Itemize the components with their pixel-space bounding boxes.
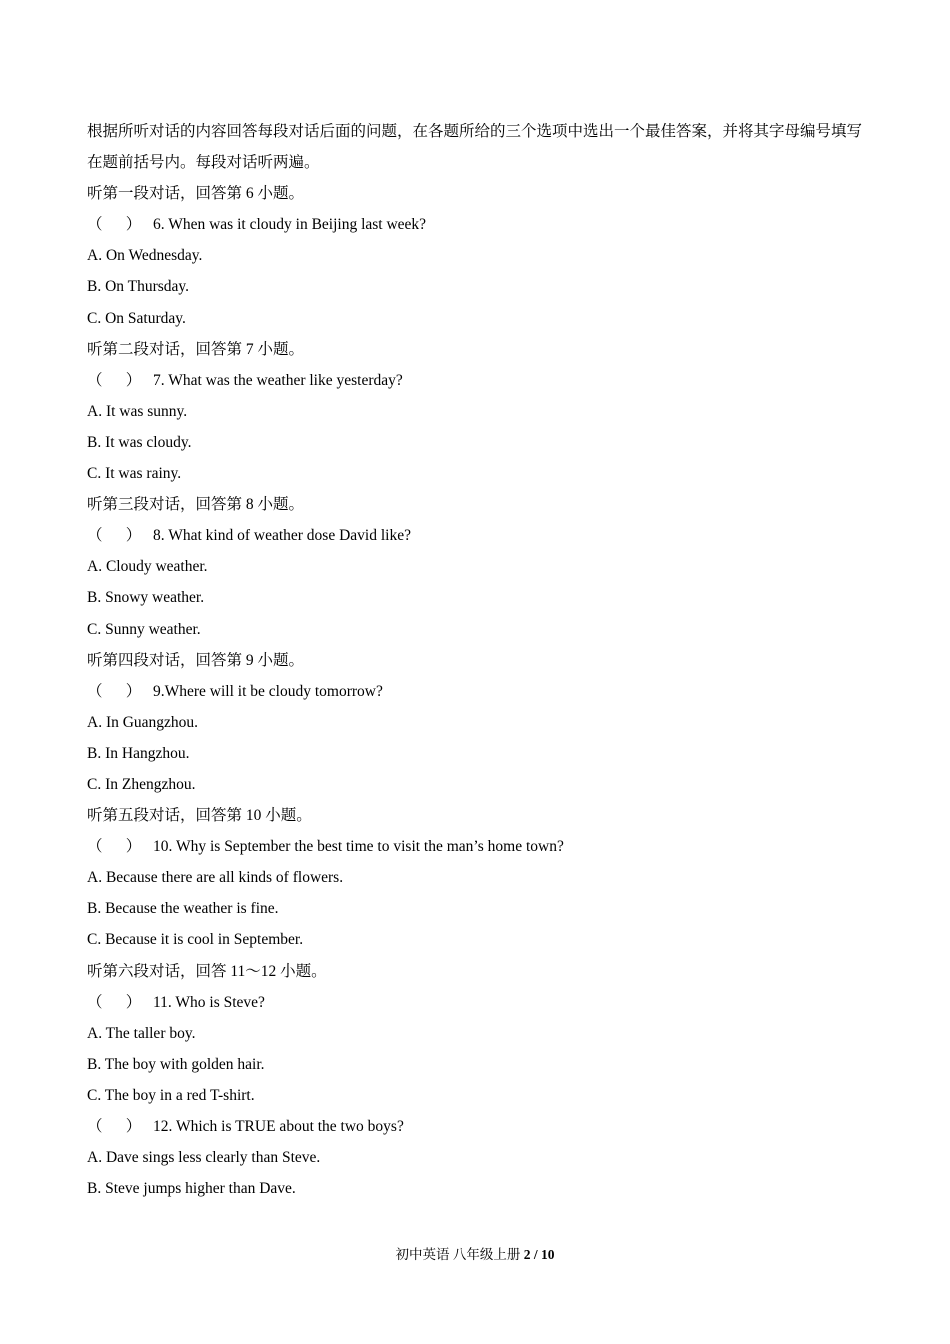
- option: A. The taller boy.: [87, 1024, 196, 1042]
- option: A. Dave sings less clearly than Steve.: [87, 1149, 321, 1167]
- option: B. The boy with golden hair.: [87, 1055, 265, 1073]
- option: C. In Zhengzhou.: [87, 775, 196, 793]
- question-text: 11. Who is Steve?: [153, 993, 265, 1011]
- answer-bracket: （ ）: [87, 371, 142, 389]
- option: B. Steve jumps higher than Dave.: [87, 1180, 296, 1198]
- section-heading: 听第二段对话，回答第 7 小题。: [87, 340, 305, 358]
- question-stem: [87, 676, 867, 707]
- question-text: 9.Where will it be cloudy tomorrow?: [153, 682, 383, 700]
- option: B. On Thursday.: [87, 278, 190, 296]
- option: A. On Wednesday.: [87, 247, 203, 265]
- answer-bracket: （ ）: [87, 682, 142, 700]
- question-text: 8. What kind of weather dose David like?: [153, 527, 411, 545]
- answer-bracket: （ ）: [87, 1118, 142, 1135]
- listening-section: [87, 116, 867, 1204]
- section-heading: 听第六段对话，回答 11～12 小题。: [87, 962, 327, 980]
- option: C. On Saturday.: [87, 309, 186, 327]
- instructions: 根据所听对话的内容回答每段对话后面的问题，在各题所给的三个选项中选出一个最佳答案，并将其字母编号填写在题前括号内。每段对话听两遍。: [87, 123, 863, 172]
- section-heading: 听第一段对话，回答第 6 小题。: [87, 185, 305, 203]
- question-text: 7. What was the weather like yesterday?: [153, 371, 403, 389]
- question-stem: [87, 987, 867, 1018]
- question-stem: [87, 209, 867, 240]
- question-text: 6. When was it cloudy in Beijing last week?: [153, 216, 427, 234]
- option: A. Because there are all kinds of flowers.: [87, 869, 344, 887]
- option: A. In Guangzhou.: [87, 713, 199, 731]
- question-text: 10. Why is September the best time to visit the man’s home town?: [153, 838, 564, 856]
- question-stem: [87, 365, 867, 396]
- section-heading: 听第四段对话，回答第 9 小题。: [87, 651, 305, 669]
- section-heading: 听第三段对话，回答第 8 小题。: [87, 496, 305, 514]
- section-heading: 听第五段对话，回答第 10 小题。: [87, 807, 312, 825]
- answer-bracket: （ ）: [87, 216, 142, 234]
- option: A. Cloudy weather.: [87, 558, 208, 576]
- option: C. Because it is cool in September.: [87, 931, 304, 949]
- option: B. Snowy weather.: [87, 589, 205, 607]
- page-number: 2 / 10: [523, 1247, 555, 1262]
- option: B. In Hangzhou.: [87, 744, 190, 762]
- option: C. The boy in a red T-shirt.: [87, 1086, 255, 1104]
- option: C. Sunny weather.: [87, 620, 201, 638]
- question-text: 12. Which is TRUE about the two boys?: [153, 1118, 404, 1135]
- answer-bracket: （ ）: [87, 838, 142, 856]
- option: C. It was rainy.: [87, 465, 182, 483]
- option: B. It was cloudy.: [87, 433, 192, 451]
- page-footer: [0, 1244, 950, 1266]
- question-stem: [87, 1111, 867, 1142]
- option: B. Because the weather is fine.: [87, 900, 279, 918]
- option: A. It was sunny.: [87, 402, 188, 420]
- answer-bracket: （ ）: [87, 993, 142, 1011]
- answer-bracket: （ ）: [87, 527, 142, 545]
- question-stem: [87, 520, 867, 551]
- footer-label: 初中英语 八年级上册: [395, 1247, 521, 1262]
- question-stem: [87, 831, 867, 862]
